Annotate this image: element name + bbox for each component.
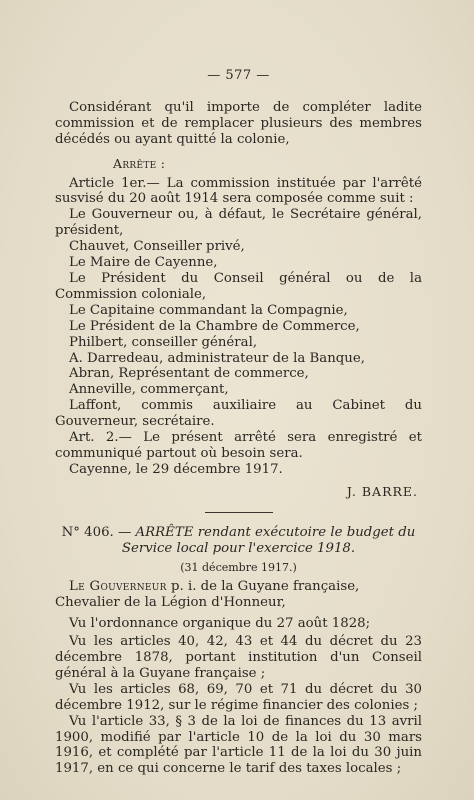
member-line: Le Capitaine commandant la Compagnie, — [69, 302, 348, 318]
visa-paragraph: Vu les articles 40, 42, 43 et 44 du décret du 23 décembre 1878, portant institution d'un Conseil général à la Guyane française ; — [55, 634, 422, 681]
gouverneur-rest: p. i. de la Guyane française, — [171, 579, 360, 595]
article-2-paragraph: Art. 2.— Le présent arrêté sera enregistré et communiqué partout où besoin sera. — [55, 430, 422, 461]
decree-title-text: — ARRÊTE rendant exécutoire le budget du Service local pour l'exercice 1918. — [118, 524, 416, 556]
member-line: Le Président de la Chambre de Commerce, — [69, 318, 360, 334]
gouverneur-label: Le Gouverneur — [69, 579, 167, 595]
member-line: Chauvet, Conseiller privé, — [69, 239, 245, 255]
signature: J. BARRE. — [346, 483, 418, 499]
visa-paragraph: Vu l'ordonnance organique du 27 août 1828; — [69, 616, 371, 632]
member-line: A. Darredeau, administrateur de la Banque, — [69, 350, 365, 366]
chevalier-line: Chevalier de la Légion d'Honneur, — [55, 595, 286, 611]
member-line: Laffont, commis auxiliaire au Cabinet du Gouverneur, secrétaire. — [55, 398, 422, 430]
member-line: Le Maire de Cayenne, — [69, 255, 218, 271]
place-date: Cayenne, le 29 décembre 1917. — [69, 461, 283, 477]
member-line: Le Gouverneur ou, à défaut, le Secrétaire général, président, — [55, 207, 422, 239]
member-line: Anneville, commerçant, — [69, 382, 229, 398]
member-line: Abran, Représentant de commerce, — [69, 366, 309, 382]
decree-title — [55, 525, 422, 557]
visa-paragraph: Vu les articles 68, 69, 70 et 71 du décret du 30 décembre 1912, sur le régime financier des colonies ; — [55, 681, 422, 713]
page-number: — 577 — — [207, 68, 270, 83]
section-divider — [205, 512, 273, 513]
member-line: Philbert, conseiller général, — [69, 334, 258, 350]
visa-paragraph: Vu l'article 33, § 3 de la loi de finances du 13 avril 1900, modifié par l'article 10 de la loi du 30 mars 1916, et complété par l'article 11 de la loi du 30 juin 1917, en ce qui concerne le tarif des taxes locales ; — [55, 713, 422, 777]
member-line: Le Président du Conseil général ou de la Commission coloniale, — [55, 270, 422, 302]
arrete-heading: Arrête : — [113, 155, 166, 171]
gouverneur-line — [55, 579, 422, 595]
article-1-lead: Article 1er.— La commission instituée par l'arrêté susvisé du 20 août 1914 sera composée comme suit : — [55, 175, 422, 207]
decree-date: (31 décembre 1917.) — [180, 561, 297, 575]
members-list — [55, 207, 422, 430]
considerant-paragraph: Considérant qu'il importe de compléter ladite commission et de remplacer plusieurs des membres décédés ou ayant quitté la colonie, — [55, 99, 422, 147]
decree-number: N° 406. — [61, 524, 114, 540]
